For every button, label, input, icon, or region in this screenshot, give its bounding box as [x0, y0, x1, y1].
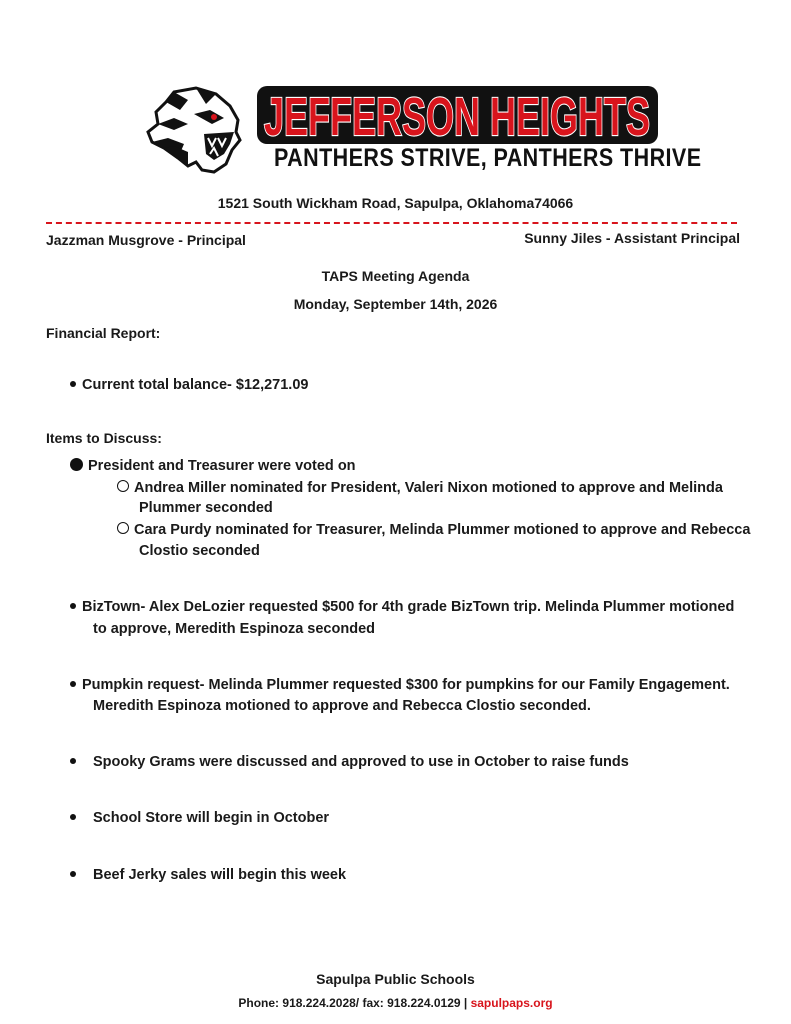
agenda-title: TAPS Meeting Agenda [321, 268, 470, 284]
biztown-text-cont: to approve, Meredith Espinoza seconded [93, 621, 375, 637]
bullet-icon [70, 758, 76, 764]
circle-bullet-icon [117, 522, 129, 534]
list-item [70, 677, 730, 693]
list-item [70, 754, 629, 770]
list-item [70, 458, 356, 474]
district-name: Sapulpa Public Schools [316, 971, 475, 987]
website-link[interactable]: sapulpaps.org [470, 996, 553, 1010]
pumpkin-text-cont: Meredith Espinoza motioned to approve and Rebecca Clostio seconded. [93, 698, 591, 714]
school-name-logo [255, 82, 660, 148]
assistant-principal-name: Sunny Jiles - Assistant Principal [524, 230, 740, 246]
president-vote-text-cont: Plummer seconded [139, 500, 273, 516]
list-item [70, 867, 346, 883]
school-store-text: School Store will begin in October [93, 810, 330, 826]
bullet-icon [70, 871, 76, 877]
school-motto: PANTHERS STRIVE, PANTHERS THRIVE [274, 144, 702, 172]
balance-text: Current total balance- $12,271.09 [82, 377, 309, 393]
list-item [117, 480, 723, 496]
bullet-icon [70, 681, 76, 687]
school-address: 1521 South Wickham Road, Sapulpa, Oklahoma74066 [217, 195, 574, 211]
bullet-icon [70, 814, 76, 820]
header-divider [46, 222, 737, 224]
contact-line [0, 996, 791, 1010]
principal-name: Jazzman Musgrove - Principal [46, 232, 246, 248]
bullet-icon [70, 603, 76, 609]
contact-text: Phone: 918.224.2028/ fax: 918.224.0129 | [238, 996, 468, 1010]
financial-heading: Financial Report: [46, 325, 161, 341]
agenda-date: Monday, September 14th, 2026 [293, 296, 498, 312]
beef-jerky-text: Beef Jerky sales will begin this week [93, 867, 347, 883]
list-item [117, 522, 750, 538]
pumpkin-text: Pumpkin request- Melinda Plummer requested $300 for pumpkins for our Family Engagement. [82, 677, 730, 693]
treasurer-vote-text: Cara Purdy nominated for Treasurer, Melinda Plummer motioned to approve and Rebecca [134, 522, 751, 538]
circle-bullet-icon [117, 480, 129, 492]
list-item [70, 377, 308, 393]
president-vote-text: Andrea Miller nominated for President, Valeri Nixon motioned to approve and Melinda [134, 480, 723, 496]
bullet-icon [70, 381, 76, 387]
elections-label: President and Treasurer were voted on [88, 458, 356, 474]
treasurer-vote-text-cont: Clostio seconded [139, 543, 260, 559]
bullet-icon [70, 458, 83, 471]
list-item [70, 599, 734, 615]
panther-head-icon [144, 84, 244, 176]
spooky-grams-text: Spooky Grams were discussed and approved to use in October to raise funds [93, 754, 629, 770]
list-item [70, 810, 329, 826]
discuss-heading: Items to Discuss: [46, 430, 162, 446]
school-name: JEFFERSON HEIGHTS [264, 87, 650, 147]
biztown-text: BizTown- Alex DeLozier requested $500 for 4th grade BizTown trip. Melinda Plummer motioned [82, 599, 735, 615]
